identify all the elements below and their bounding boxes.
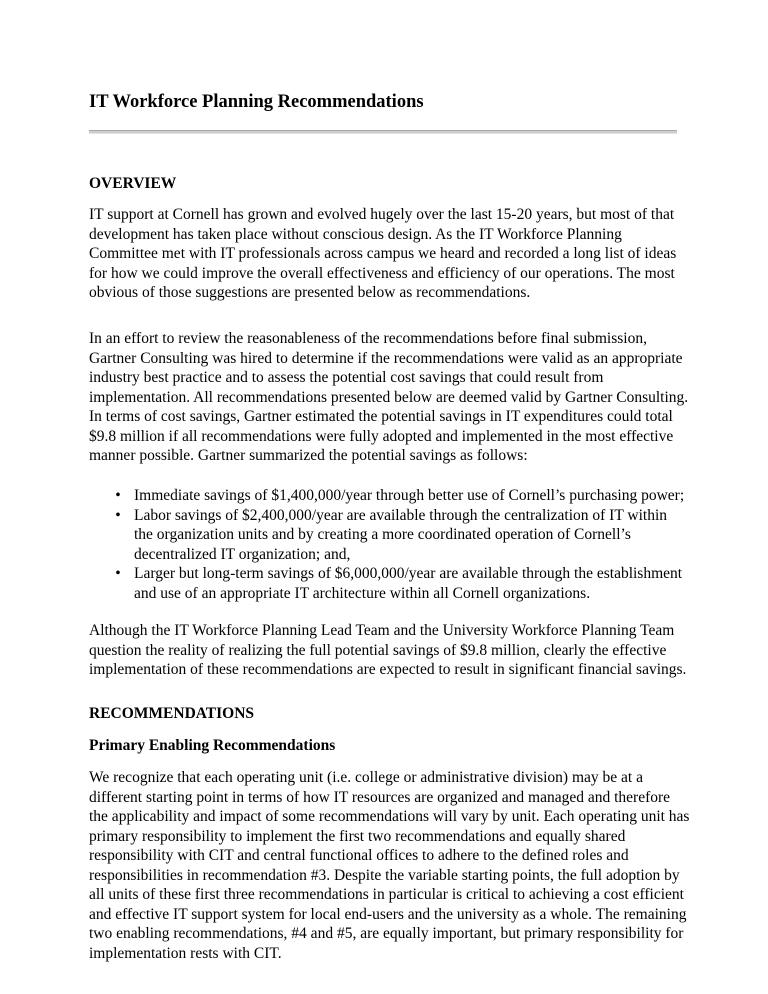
paragraph-line: all units of these first three recommendations in particular is critical to achieving a cost efficient [89,886,684,903]
list-item [89,486,689,506]
subheading-primary-enabling: Primary Enabling Recommendations [89,737,336,754]
paragraph-line: two enabling recommendations, #4 and #5, are equally important, but primary responsibility for [89,925,684,942]
paragraph-line: $9.8 million if all recommendations were fully adopted and implemented in the most effective [89,427,674,445]
bullet-icon: • [115,565,121,582]
paragraph-line: development has taken place without conscious design. As the IT Workforce Planning [89,225,622,243]
paragraph-line: question the reality of realizing the full potential savings of $9.8 million, clearly the effective [89,641,667,659]
list-item-line: Larger but long-term savings of $6,000,000/year are available through the establishment [134,565,683,582]
paragraph-line: responsibilities in recommendation #3. Despite the variable starting points, the full adoption by [89,866,680,884]
horizontal-rule [89,130,677,134]
list-item-line: the organization units and by creating a more coordinated operation of Cornell’s [134,526,631,543]
bullet-icon: • [115,506,121,524]
paragraph-line: industry best practice and to assess the potential cost savings that could result from [89,369,604,386]
list-item [89,564,689,603]
list-item-line: decentralized IT organization; and, [134,545,351,563]
section-heading-recommendations: RECOMMENDATIONS [89,705,255,722]
list-item-line: Immediate savings of $1,400,000/year through better use of Cornell’s purchasing power; [134,487,685,504]
paragraph-line: manner possible. Gartner summarized the potential savings as follows: [89,447,528,464]
paragraph-line: different starting point in terms of how IT resources are organized and managed and therefore [89,788,671,806]
paragraph-line: implementation rests with CIT. [89,944,282,962]
savings-bullet-list [89,486,689,603]
document-title: IT Workforce Planning Recommendations [89,92,424,112]
overview-paragraph-1 [89,205,689,303]
list-item-line: and use of an appropriate IT architecture within all Cornell organizations. [134,584,591,602]
paragraph-line: Committee met with IT professionals across campus we heard and recorded a long list of ideas [89,245,677,262]
list-item [89,506,689,565]
paragraph-line: In an effort to review the reasonableness of the recommendations before final submission, [89,330,647,347]
paragraph-line: the applicability and impact of some recommendations will vary by unit. Each operating unit has [89,808,690,825]
overview-paragraph-2 [89,329,689,466]
paragraph-line: Although the IT Workforce Planning Lead Team and the University Workforce Planning Team [89,622,675,639]
overview-closing-paragraph [89,621,689,680]
paragraph-line: IT support at Cornell has grown and evolved hugely over the last 15-20 years, but most of that [89,206,675,223]
bullet-icon: • [115,487,121,504]
section-heading-overview: OVERVIEW [89,175,177,192]
paragraph-line: for how we could improve the overall effectiveness and efficiency of our operations. The most [89,264,675,282]
paragraph-line: Gartner Consulting was hired to determine if the recommendations were valid as an appropriate [89,349,683,367]
paragraph-line: We recognize that each operating unit (i.e. college or administrative division) may be at a [89,769,643,786]
paragraph-line: In terms of cost savings, Gartner estimated the potential savings in IT expenditures could total [89,408,673,425]
paragraph-line: obvious of those suggestions are presented below as recommendations. [89,284,531,301]
recommendations-paragraph [89,768,689,963]
list-item-line: Labor savings of $2,400,000/year are available through the centralization of IT within [134,506,668,524]
paragraph-line: implementation. All recommendations presented below are deemed valid by Gartner Consulting. [89,388,689,406]
paragraph-line: and effective IT support system for local end-users and the university as a whole. The remaining [89,905,687,923]
paragraph-line: responsibility with CIT and central functional offices to adhere to the defined roles and [89,847,629,864]
paragraph-line: primary responsibility to implement the first two recommendations and equally shared [89,827,626,845]
paragraph-line: implementation of these recommendations are expected to result in significant financial savings. [89,661,687,678]
